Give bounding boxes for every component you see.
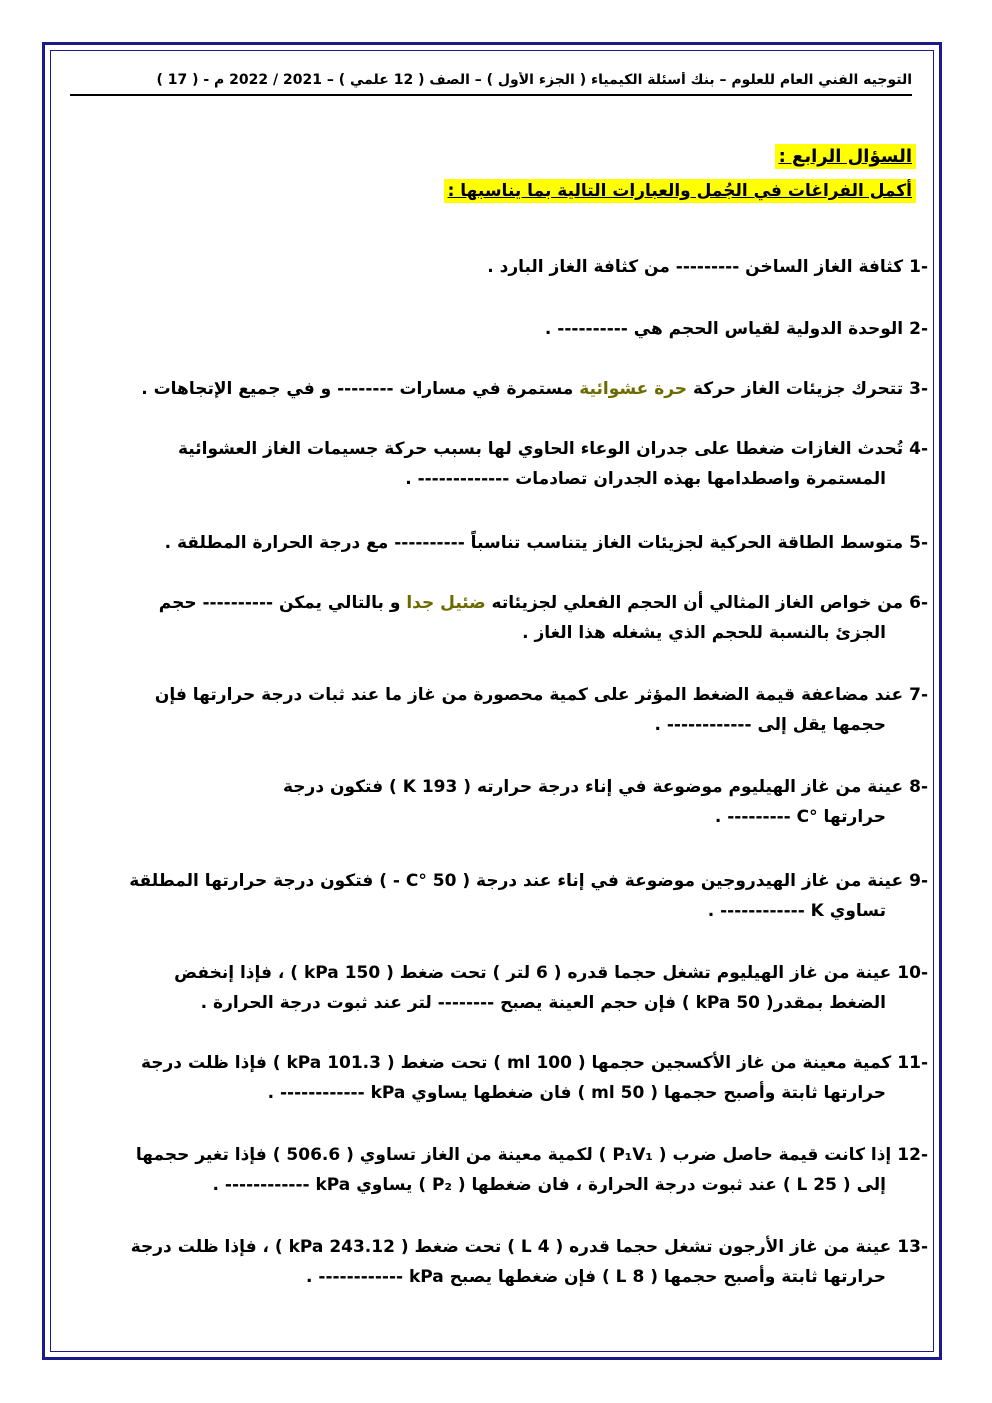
item-number: -12 bbox=[897, 1145, 928, 1165]
question-instruction: أكمل الفراغات في الجُمل والعبارات التالية بما يناسبها : bbox=[444, 179, 916, 203]
question-title: السؤال الرابع : bbox=[775, 144, 916, 169]
item-text-continued: الضغط بمقدر( 50 kPa ) فإن حجم العينة يصبح -------- لتر عند ثبوت درجة الحرارة . bbox=[200, 993, 886, 1013]
item-number: -7 bbox=[909, 685, 928, 705]
item-number: -11 bbox=[897, 1053, 928, 1073]
item-text-start: تتحرك جزيئات الغاز حركة bbox=[687, 379, 904, 399]
item-9 bbox=[88, 866, 928, 926]
item-11 bbox=[88, 1048, 928, 1108]
item-number: -10 bbox=[897, 963, 928, 983]
item-text: كثافة الغاز الساخن --------- من كثافة الغاز البارد . bbox=[487, 257, 904, 277]
item-text: عينة من غاز الهيدروجين موضوعة في إناء عند درجة ( 50 °C - ) فتكون درجة حرارتها المطلقة bbox=[129, 871, 904, 891]
item-text-continued: حرارتها ثابتة وأصبح حجمها ( 50 ml ) فان ضغطها يساوي kPa ------------ . bbox=[267, 1083, 886, 1103]
page-header: التوجيه الفني العام للعلوم – بنك أسئلة الكيمياء ( الجزء الأول ) – الصف ( 12 علمي ) – 2021 / 2022 م - ( 17 ) bbox=[70, 72, 912, 96]
item-number: -5 bbox=[909, 533, 928, 553]
item-highlight: ضئيل جدا bbox=[406, 593, 486, 613]
item-number: -2 bbox=[909, 319, 928, 339]
item-13 bbox=[88, 1232, 928, 1292]
item-text-continued: حجمها يقل إلى ------------ . bbox=[654, 715, 886, 735]
item-text-continued: إلى ( 25 L ) عند ثبوت درجة الحرارة ، فان ضغطها ( P₂ ) يساوي kPa ------------ . bbox=[212, 1175, 886, 1195]
item-text-continued: المستمرة واصطدامها بهذه الجدران تصادمات ------------- . bbox=[405, 469, 886, 489]
item-number: -1 bbox=[909, 257, 928, 277]
item-number: -3 bbox=[909, 379, 928, 399]
item-number: -8 bbox=[909, 777, 928, 797]
item-8 bbox=[88, 772, 928, 832]
item-number: -9 bbox=[909, 871, 928, 891]
item-4 bbox=[88, 434, 928, 494]
item-text-continued: حرارتها ثابتة وأصبح حجمها ( 8 L ) فإن ضغطها يصبح kPa ------------ . bbox=[306, 1267, 886, 1287]
item-text: متوسط الطاقة الحركية لجزيئات الغاز يتناسب تناسباً ---------- مع درجة الحرارة المطلقة . bbox=[164, 533, 904, 553]
item-text: تُحدث الغازات ضغطا على جدران الوعاء الحاوي لها بسبب حركة جسيمات الغاز العشوائية bbox=[178, 439, 904, 459]
item-number: -6 bbox=[909, 593, 928, 613]
item-text-continued: تساوي K ------------ . bbox=[707, 901, 886, 921]
item-6 bbox=[88, 588, 928, 648]
item-text: الوحدة الدولية لقياس الحجم هي ---------- . bbox=[544, 319, 904, 339]
question-title-block bbox=[444, 144, 916, 203]
item-text-continued: حرارتها °C --------- . bbox=[714, 807, 886, 827]
item-5 bbox=[88, 528, 928, 558]
item-highlight: حرة عشوائية bbox=[579, 379, 688, 399]
item-7 bbox=[88, 680, 928, 740]
item-number: -13 bbox=[897, 1237, 928, 1257]
item-text: عينة من غاز الأرجون تشغل حجما قدره ( 4 L ) تحت ضغط ( 243.12 kPa ) ، فإذا ظلت درجة bbox=[130, 1237, 892, 1257]
item-3 bbox=[88, 374, 928, 404]
item-text: كمية معينة من غاز الأكسجين حجمها ( 100 ml ) تحت ضغط ( 101.3 kPa ) فإذا ظلت درجة bbox=[140, 1053, 892, 1073]
item-text: عند مضاعفة قيمة الضغط المؤثر على كمية محصورة من غاز ما عند ثبات درجة حرارتها فإن bbox=[154, 685, 904, 705]
item-text: إذا كانت قيمة حاصل ضرب ( P₁V₁ ) لكمية معينة من الغاز تساوي ( 506.6 ) فإذا تغير حجمها bbox=[135, 1145, 892, 1165]
item-2 bbox=[88, 314, 928, 344]
item-text-end: مستمرة في مسارات -------- و في جميع الإتجاهات . bbox=[141, 379, 580, 399]
item-10 bbox=[88, 958, 928, 1018]
item-text: عينة من غاز الهيليوم موضوعة في إناء درجة حرارته ( 193 K ) فتكون درجة bbox=[283, 777, 904, 797]
item-text-end: و بالتالي يمكن ---------- حجم bbox=[158, 593, 407, 613]
item-1 bbox=[88, 252, 928, 282]
item-text: عينة من غاز الهيليوم تشغل حجما قدره ( 6 لتر ) تحت ضغط ( 150 kPa ) ، فإذا إنخفض bbox=[174, 963, 892, 983]
item-text-start: من خواص الغاز المثالي أن الحجم الفعلي لجزيئاته bbox=[485, 593, 904, 613]
item-number: -4 bbox=[909, 439, 928, 459]
item-text-continued: الجزئ بالنسبة للحجم الذي يشغله هذا الغاز . bbox=[522, 623, 886, 643]
item-12 bbox=[88, 1140, 928, 1200]
